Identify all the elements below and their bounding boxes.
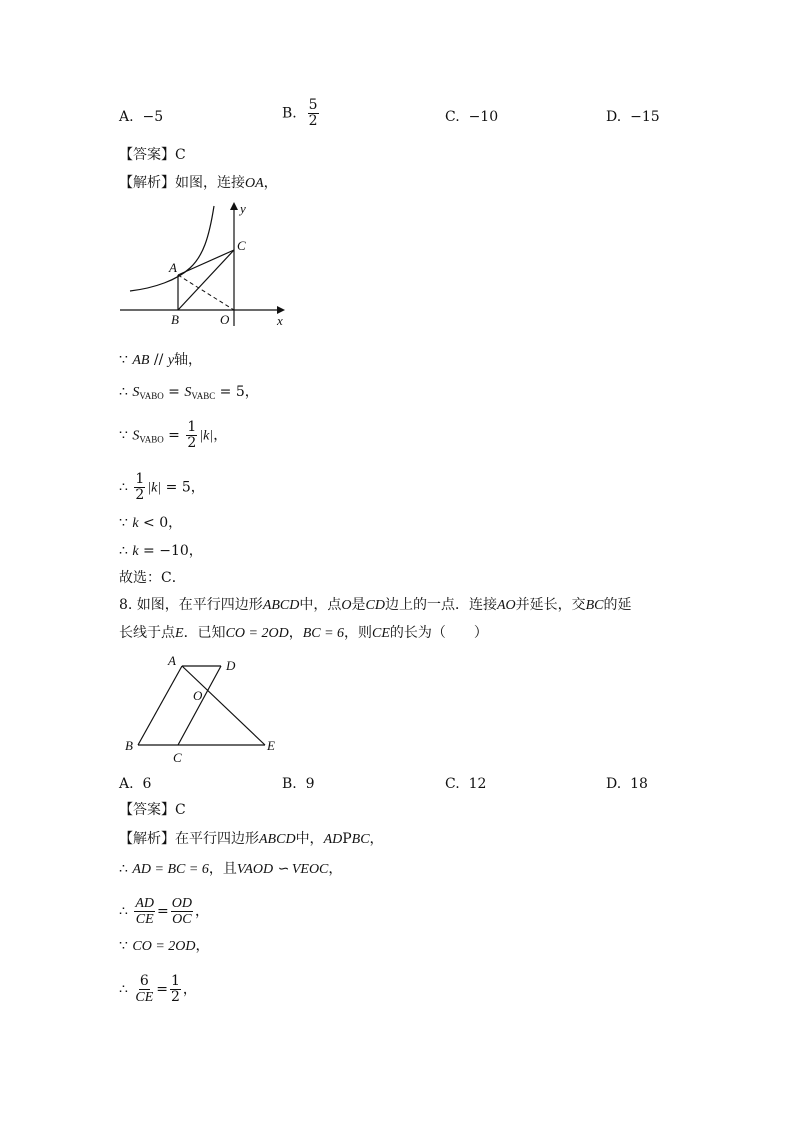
q7-step-4: ∴ $\frac{1}{2}$ |k| = 5， bbox=[119, 471, 205, 503]
q8-analysis-2: ∴ AD = BC = 6，且VAOD ∽ VEOC， bbox=[119, 861, 343, 877]
segment-dc bbox=[178, 666, 221, 745]
q8-figure bbox=[118, 650, 288, 768]
q8-analysis-3: ∴ $\frac{AD}{CE}$ = $\frac{OD}{OC}$ ， bbox=[119, 896, 210, 927]
label-a: A bbox=[169, 260, 177, 275]
q7-option-c: C. −10 bbox=[445, 109, 499, 125]
q8-analysis-5: ∴ $\frac{6}{CE}$ = $\frac{1}{2}$ ， bbox=[119, 973, 197, 1005]
q7-answer: 【答案】C bbox=[119, 147, 186, 163]
y-axis-arrow bbox=[230, 202, 238, 210]
q8-option-d: D. 18 bbox=[606, 776, 648, 792]
q7-figure bbox=[115, 198, 295, 330]
q7-option-d: D. −15 bbox=[606, 109, 660, 125]
q7-option-b: B. $\frac{5}{2}$ bbox=[282, 97, 318, 129]
label-a: A bbox=[168, 653, 176, 668]
label-o: O bbox=[220, 312, 230, 327]
q7-step-1: ∵ AB // y轴， bbox=[119, 352, 203, 368]
label-y: y bbox=[240, 201, 246, 216]
q7-conclusion: 故选：C． bbox=[119, 570, 186, 586]
label-b: B bbox=[125, 738, 133, 753]
q7-option-a: A. −5 bbox=[119, 109, 164, 125]
q8-option-b: B. 9 bbox=[282, 776, 315, 792]
segment-ae bbox=[182, 666, 265, 745]
q7-step-6: ∴ k = −10， bbox=[119, 543, 203, 559]
q7-analysis-intro: 【解析】如图，连接OA， bbox=[119, 175, 278, 191]
q8-analysis-1: 【解析】在平行四边形ABCD中，ADPBC， bbox=[119, 831, 384, 847]
label-e: E bbox=[267, 738, 275, 753]
label-d: D bbox=[226, 658, 236, 673]
q8-answer: 【答案】C bbox=[119, 802, 186, 818]
label-c: C bbox=[173, 750, 182, 765]
q7-step-5: ∵ k < 0， bbox=[119, 515, 183, 531]
q7-option-b-fraction: $\frac{5}{2}$ bbox=[308, 97, 318, 129]
label-x: x bbox=[277, 313, 283, 328]
label-c: C bbox=[237, 238, 246, 253]
q7-step-3: ∵ $S_{VABO}$ = $\frac{1}{2}$ |k|， bbox=[119, 419, 228, 451]
segment-ab bbox=[138, 666, 182, 745]
q8-stem-line-2: 长线于点E．已知CO = 2OD，BC = 6，则CE的长为（ ） bbox=[119, 625, 488, 641]
label-b: B bbox=[171, 312, 179, 327]
q8-option-c: C. 12 bbox=[445, 776, 487, 792]
q7-step-2: ∴ $S_{VABO} = S_{VABC} = 5$， bbox=[119, 384, 259, 401]
q8-option-a: A. 6 bbox=[119, 776, 152, 792]
label-o: O bbox=[193, 688, 203, 703]
q8-analysis-4: ∵ CO = 2OD， bbox=[119, 938, 210, 954]
hyperbola-curve bbox=[130, 206, 214, 291]
segment-ac bbox=[178, 250, 234, 275]
q8-stem-line-1: 8. 如图，在平行四边形ABCD中，点O是CD边上的一点．连接AO并延长，交BC的延 bbox=[119, 597, 632, 613]
